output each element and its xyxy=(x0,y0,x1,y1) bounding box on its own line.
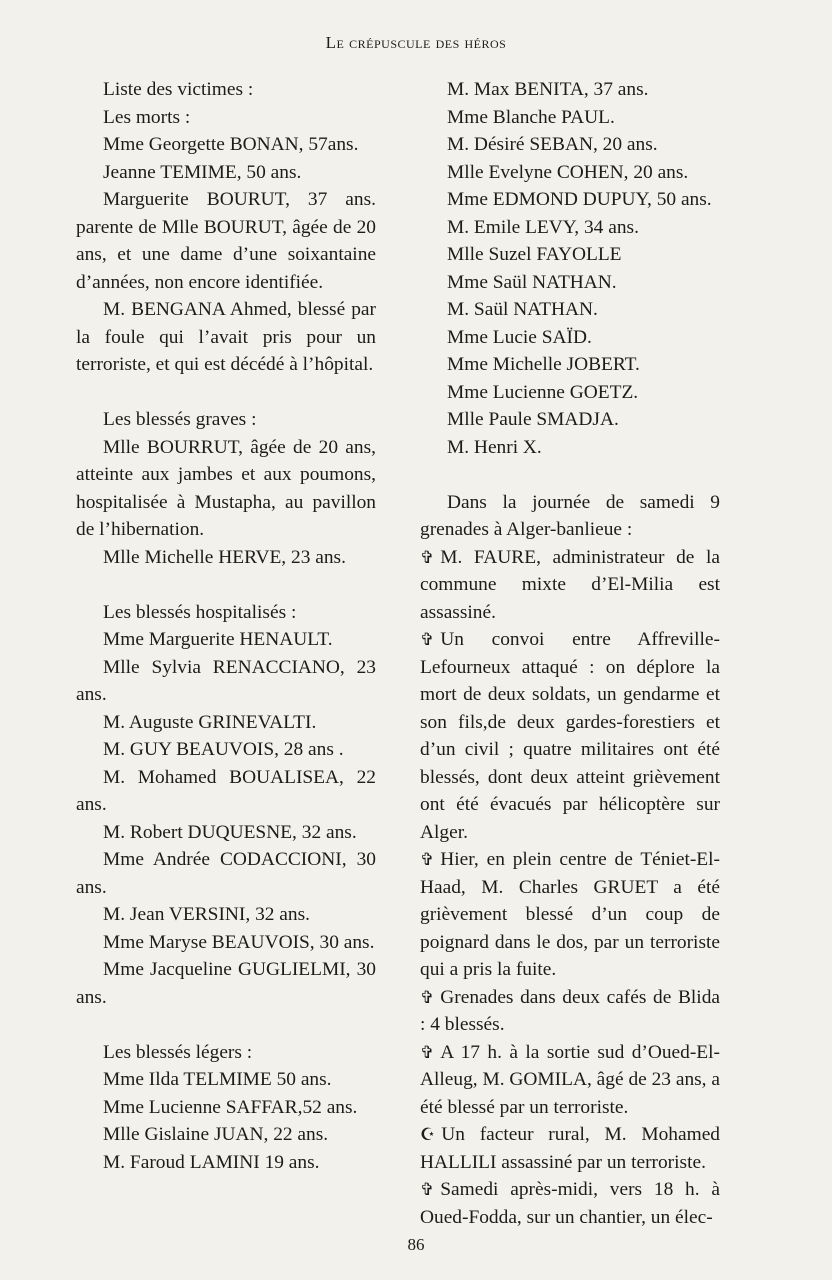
list-line: Mlle Paule SMADJA. xyxy=(447,409,619,430)
left-column xyxy=(76,76,376,1176)
event-text: Un convoi entre Affreville-Lefourneux attaqué : on déplore la mort de deux soldats, un gendarme et son fils,de deux gardes-forestiers et d’un civil ; quatre militaires ont été blessés, dont deux atteint grièvement ont été évacués par hélicoptère sur Alger. xyxy=(420,629,720,843)
list-line: Les morts : xyxy=(103,106,191,128)
list-line: Mlle Evelyne COHEN, 20 ans. xyxy=(447,161,689,183)
list-line: Mlle Michelle HERVE, 23 ans. xyxy=(103,546,346,568)
list-line: Mme Lucienne GOETZ. xyxy=(447,381,639,403)
list-line: M. Faroud LAMINI 19 ans. xyxy=(103,1151,320,1173)
list-line: Mme Lucie SAÏD. xyxy=(447,326,592,348)
list-line: M. Emile LEVY, 34 ans. xyxy=(447,216,639,238)
event-entry xyxy=(420,846,720,984)
cross-icon: ✞ xyxy=(420,630,435,649)
list-line: M. Henri X. xyxy=(447,436,542,458)
list-line: Jeanne TEMIME, 50 ans. xyxy=(103,161,302,183)
list-line: M. BENGANA Ahmed, blessé par la foule qui l’avait pris pour un terroriste, et qui est décédé à l’hôpital. xyxy=(76,299,376,375)
list-line: Liste des victimes : xyxy=(103,79,254,100)
list-line: Mme Michelle JOBERT. xyxy=(447,354,640,375)
cross-icon: ✞ xyxy=(420,987,435,1007)
list-line: Marguerite BOURUT, 37 ans. parente de Mlle BOURUT, âgée de 20 ans, et une dame d’une soixantaine d’années, non encore identifiée. xyxy=(76,189,376,293)
list-line: M. GUY BEAUVOIS, 28 ans . xyxy=(103,739,344,760)
cross-icon: ✞ xyxy=(420,850,435,869)
event-entry xyxy=(420,1121,720,1176)
list-line: Les blessés graves : xyxy=(103,409,257,430)
page-number: 86 xyxy=(407,1235,425,1254)
event-text: Un facteur rural, M. Mohamed HALLILI assassiné par un terroriste. xyxy=(420,1124,720,1173)
paragraph-gap xyxy=(76,571,376,599)
event-entry xyxy=(420,984,720,1039)
list-line: Mme EDMOND DUPUY, 50 ans. xyxy=(447,189,712,210)
list-line: M. Désiré SEBAN, 20 ans. xyxy=(447,134,658,155)
crescent-icon: ☪ xyxy=(420,1125,436,1144)
list-line: Mme Georgette BONAN, 57ans. xyxy=(103,134,359,155)
list-line: Mme Lucienne SAFFAR,52 ans. xyxy=(103,1096,358,1118)
list-line: Mlle Suzel FAYOLLE xyxy=(447,244,622,265)
list-line: Mme Jacqueline GUGLIELMI, 30 ans. xyxy=(76,959,376,1008)
list-line: Mlle Gislaine JUAN, 22 ans. xyxy=(103,1124,329,1145)
list-line: Mme Saül NATHAN. xyxy=(447,271,617,293)
list-line: M. Mohamed BOUALISEA, 22 ans. xyxy=(76,766,376,815)
list-line: Mlle Sylvia RENACCIANO, 23 ans. xyxy=(76,656,376,705)
list-line: M. Saül NATHAN. xyxy=(447,299,598,320)
running-head xyxy=(0,33,832,53)
list-line: Dans la journée de samedi 9 grenades à Alger-banlieue : xyxy=(420,491,720,540)
paragraph-gap xyxy=(76,1011,376,1039)
list-line: Mme Marguerite HENAULT. xyxy=(103,629,333,650)
event-text: Grenades dans deux cafés de Blida : 4 blessés. xyxy=(420,986,720,1035)
list-line: Mlle BOURRUT, âgée de 20 ans, atteinte aux jambes et aux poumons, hospitalisée à Mustapha, au pavillon de l’hibernation. xyxy=(76,436,376,540)
list-line: Les blessés hospitalisés : xyxy=(103,601,297,623)
list-line: M. Jean VERSINI, 32 ans. xyxy=(103,904,311,925)
cross-icon: ✞ xyxy=(420,1042,435,1062)
list-line: Les blessés légers : xyxy=(103,1041,253,1063)
list-line: Mme Blanche PAUL. xyxy=(447,106,615,128)
list-line: Mme Andrée CODACCIONI, 30 ans. xyxy=(76,849,376,898)
cross-icon: ✞ xyxy=(420,1180,435,1199)
event-text: A 17 h. à la sortie sud d’Oued-El-Alleug, M. GOMILA, âgé de 23 ans, a été blessé par un terroriste. xyxy=(420,1041,720,1118)
event-entry xyxy=(420,1039,720,1122)
list-line: M. Robert DUQUESNE, 32 ans. xyxy=(103,821,357,843)
list-line: Mme Maryse BEAUVOIS, 30 ans. xyxy=(103,931,375,953)
paragraph-gap xyxy=(420,461,720,489)
event-text: Hier, en plein centre de Téniet-El-Haad, M. Charles GRUET a été grièvement blessé d’un coup de poignard dans le dos, par un terroriste qui a pris la fuite. xyxy=(420,849,720,980)
event-entry xyxy=(420,1176,720,1231)
running-title: Le crépuscule des héros xyxy=(325,33,507,52)
list-line: M. Auguste GRINEVALTI. xyxy=(103,711,317,733)
paragraph-gap xyxy=(76,379,376,407)
event-entry xyxy=(420,626,720,846)
event-text: Samedi après-midi, vers 18 h. à Oued-Fodda, sur un chantier, un élec- xyxy=(420,1179,720,1228)
right-column xyxy=(420,76,720,1231)
event-entry xyxy=(420,544,720,627)
event-text: M. FAURE, administrateur de la commune mixte d’El-Milia est assassiné. xyxy=(420,546,720,623)
list-line: Mme Ilda TELMIME 50 ans. xyxy=(103,1069,332,1090)
list-line: M. Max BENITA, 37 ans. xyxy=(447,79,649,100)
cross-icon: ✞ xyxy=(420,547,435,567)
